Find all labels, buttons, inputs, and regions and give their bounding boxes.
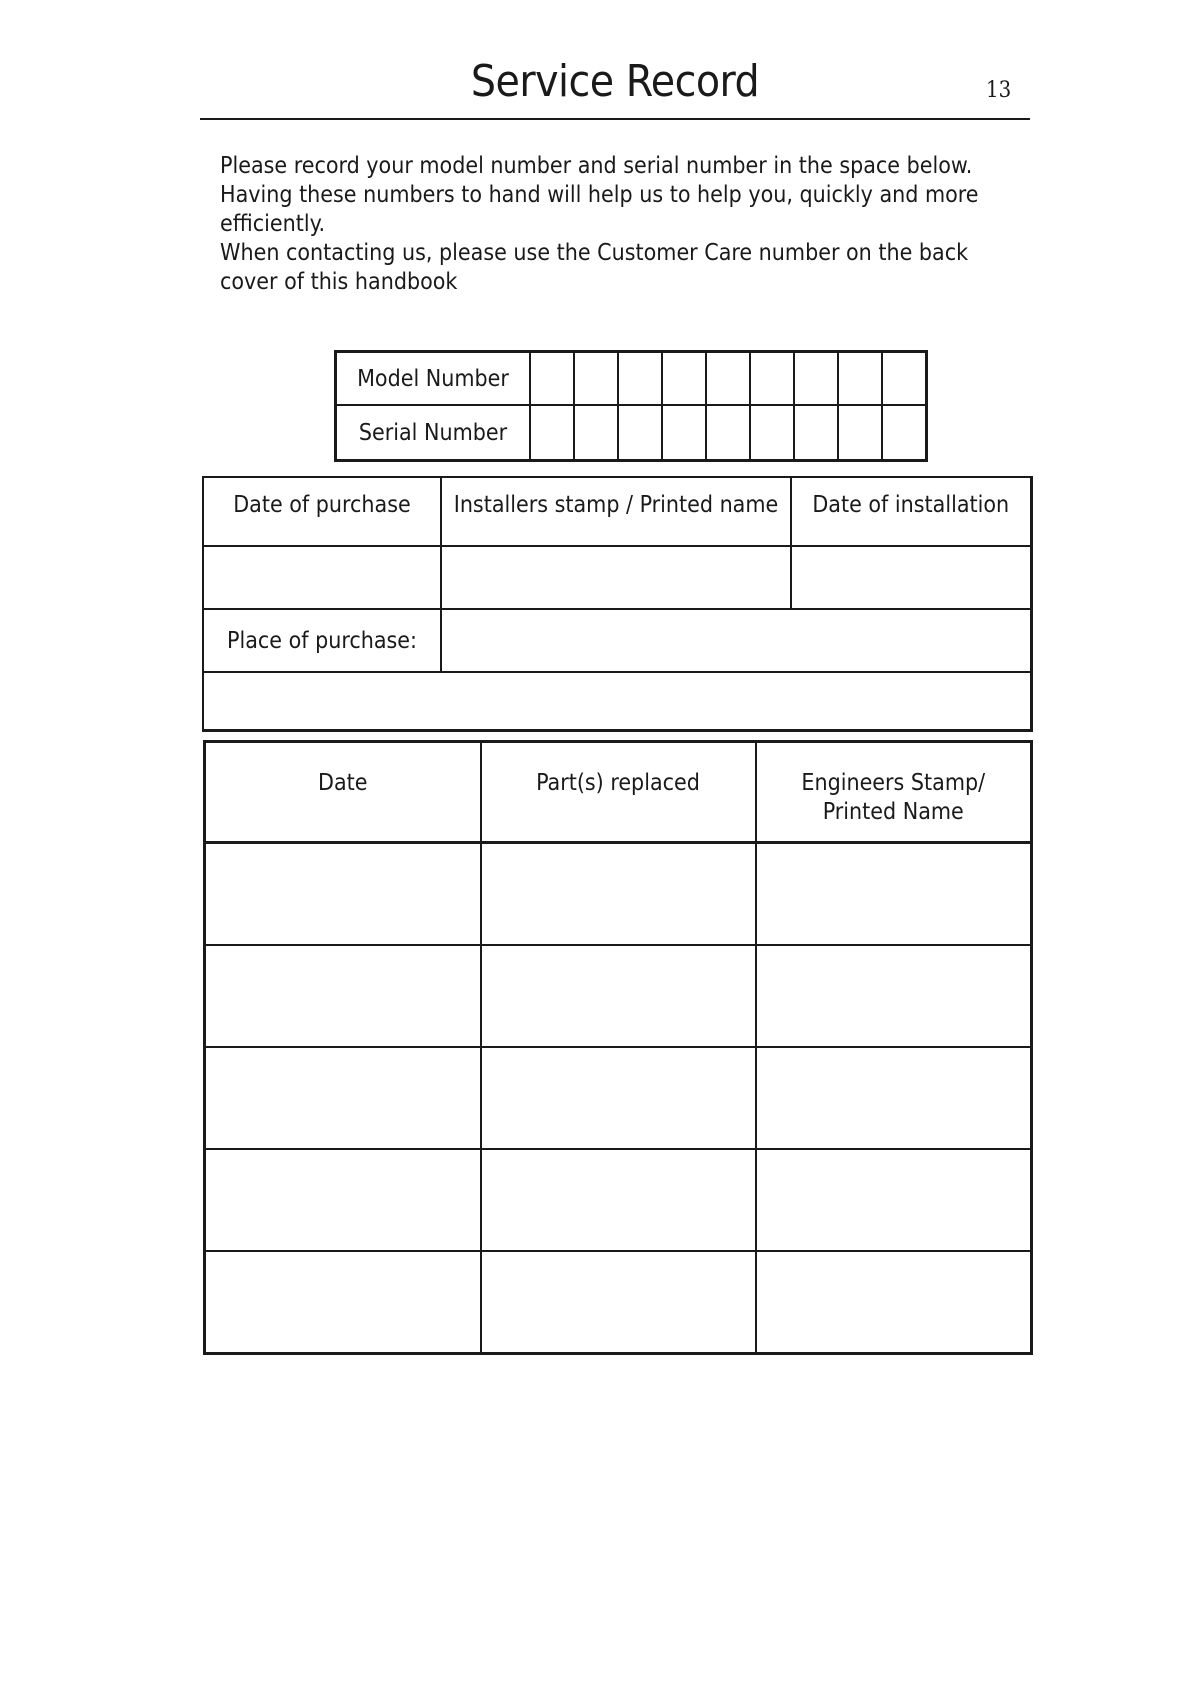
installers-stamp-field[interactable] bbox=[441, 546, 791, 609]
purchase-entry-row bbox=[203, 546, 1031, 609]
parts-replaced-cell[interactable] bbox=[481, 843, 756, 946]
service-row bbox=[205, 1251, 1032, 1354]
serial-number-box[interactable] bbox=[662, 405, 706, 461]
engineers-stamp-header-line-2: Printed Name bbox=[822, 799, 964, 825]
installers-stamp-header: Installers stamp / Printed name bbox=[441, 477, 791, 546]
date-of-installation-header: Date of installation bbox=[791, 477, 1031, 546]
place-of-purchase-label: Place of purchase: bbox=[203, 609, 441, 672]
model-number-row bbox=[336, 352, 927, 406]
serial-number-box[interactable] bbox=[750, 405, 794, 461]
service-date-cell[interactable] bbox=[205, 945, 481, 1047]
date-of-installation-field[interactable] bbox=[791, 546, 1031, 609]
model-number-box[interactable] bbox=[618, 352, 662, 406]
engineers-stamp-cell[interactable] bbox=[756, 1149, 1032, 1251]
serial-number-box[interactable] bbox=[838, 405, 882, 461]
purchase-details-table bbox=[202, 476, 1033, 732]
service-date-cell[interactable] bbox=[205, 843, 481, 946]
serial-number-box[interactable] bbox=[574, 405, 618, 461]
place-of-purchase-row bbox=[203, 609, 1031, 672]
serial-number-box[interactable] bbox=[530, 405, 574, 461]
service-header-row bbox=[205, 742, 1032, 843]
engineers-stamp-cell[interactable] bbox=[756, 1047, 1032, 1149]
model-serial-grid bbox=[334, 350, 928, 462]
service-date-cell[interactable] bbox=[205, 1047, 481, 1149]
service-row bbox=[205, 1149, 1032, 1251]
date-of-purchase-header: Date of purchase bbox=[203, 477, 441, 546]
place-of-purchase-field[interactable] bbox=[441, 609, 1031, 672]
page-number: 13 bbox=[986, 78, 1012, 103]
service-date-header: Date bbox=[205, 742, 481, 843]
parts-replaced-cell[interactable] bbox=[481, 1149, 756, 1251]
engineers-stamp-cell[interactable] bbox=[756, 843, 1032, 946]
model-number-box[interactable] bbox=[706, 352, 750, 406]
service-row bbox=[205, 1047, 1032, 1149]
header-divider bbox=[200, 118, 1030, 120]
parts-replaced-cell[interactable] bbox=[481, 1047, 756, 1149]
intro-line-3: When contacting us, please use the Customer Care number on the back cover of this handbook bbox=[220, 240, 969, 295]
serial-number-label: Serial Number bbox=[336, 405, 531, 461]
engineers-stamp-header-line-1: Engineers Stamp/ bbox=[801, 770, 986, 796]
model-number-box[interactable] bbox=[794, 352, 838, 406]
parts-replaced-cell[interactable] bbox=[481, 945, 756, 1047]
serial-number-box[interactable] bbox=[882, 405, 927, 461]
intro-line-2: Having these numbers to hand will help us to help you, quickly and more efficiently. bbox=[220, 182, 979, 237]
place-of-purchase-extra-field[interactable] bbox=[203, 672, 1031, 731]
service-row bbox=[205, 945, 1032, 1047]
model-number-label: Model Number bbox=[336, 352, 531, 406]
intro-text bbox=[220, 152, 1010, 297]
parts-replaced-cell[interactable] bbox=[481, 1251, 756, 1354]
service-date-cell[interactable] bbox=[205, 1149, 481, 1251]
service-row bbox=[205, 843, 1032, 946]
model-number-box[interactable] bbox=[750, 352, 794, 406]
serial-number-box[interactable] bbox=[618, 405, 662, 461]
engineers-stamp-cell[interactable] bbox=[756, 1251, 1032, 1354]
model-number-box[interactable] bbox=[530, 352, 574, 406]
service-history-table bbox=[203, 740, 1033, 1355]
page-title: Service Record bbox=[470, 56, 760, 107]
date-of-purchase-field[interactable] bbox=[203, 546, 441, 609]
purchase-header-row bbox=[203, 477, 1031, 546]
model-number-box[interactable] bbox=[574, 352, 618, 406]
engineers-stamp-cell[interactable] bbox=[756, 945, 1032, 1047]
model-number-box[interactable] bbox=[882, 352, 927, 406]
engineers-stamp-header bbox=[756, 742, 1032, 843]
serial-number-box[interactable] bbox=[706, 405, 750, 461]
parts-replaced-header: Part(s) replaced bbox=[481, 742, 756, 843]
intro-line-1: Please record your model number and serial number in the space below. bbox=[220, 153, 973, 179]
serial-number-box[interactable] bbox=[794, 405, 838, 461]
model-number-box[interactable] bbox=[662, 352, 706, 406]
model-number-box[interactable] bbox=[838, 352, 882, 406]
service-date-cell[interactable] bbox=[205, 1251, 481, 1354]
place-of-purchase-extra-row bbox=[203, 672, 1031, 731]
serial-number-row bbox=[336, 405, 927, 461]
